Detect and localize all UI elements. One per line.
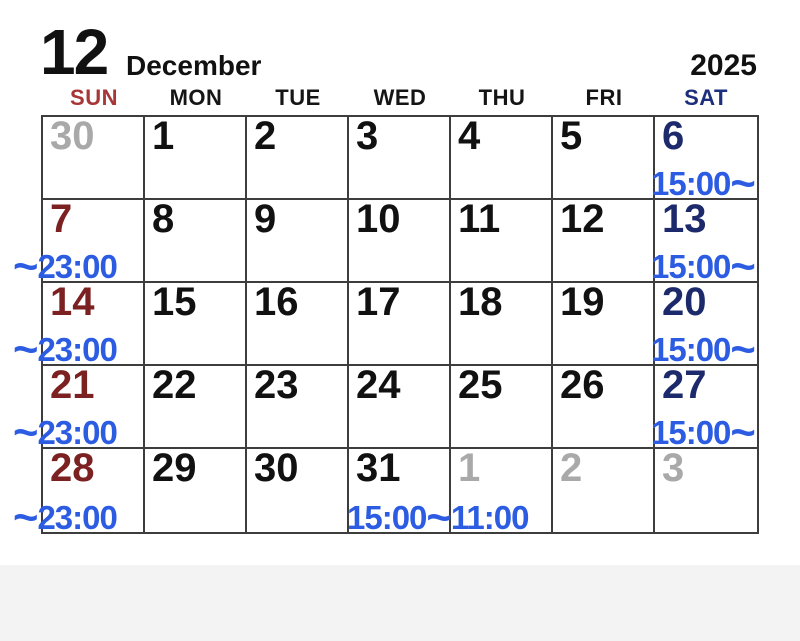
weekday-header-row [43, 87, 757, 109]
time-label: 15:00~11:00 [347, 494, 529, 543]
day-number: 28 [50, 446, 95, 490]
wave-dash: ~ [730, 326, 755, 375]
weekday-header-mon: MON [169, 85, 223, 110]
day-number: 23 [254, 363, 299, 407]
footer-background [0, 565, 800, 641]
time-label: 15:00~ [651, 160, 755, 209]
calendar-cell [43, 114, 145, 200]
calendar-cell [247, 114, 349, 200]
calendar-cell [247, 280, 349, 366]
day-number: 10 [356, 197, 401, 241]
calendar-cell [553, 197, 655, 283]
time-label: ~23:00 [13, 326, 117, 375]
day-number: 2 [560, 446, 583, 490]
day-number: 1 [458, 446, 481, 490]
wave-dash: ~ [13, 494, 38, 543]
day-number: 29 [152, 446, 197, 490]
calendar-cell [651, 280, 757, 375]
time-label: 15:00~ [651, 326, 755, 375]
day-number: 30 [50, 114, 95, 158]
calendar-cell [145, 446, 247, 532]
wave-dash: ~ [13, 243, 38, 292]
calendar-cell [247, 197, 349, 283]
day-number: 4 [458, 114, 481, 158]
wave-dash: ~ [13, 326, 38, 375]
day-number: 3 [662, 446, 685, 490]
calendar-cell [553, 280, 655, 366]
calendar-cell [451, 114, 553, 200]
weekday-header-tue: TUE [275, 85, 321, 110]
day-number: 24 [356, 363, 401, 407]
day-number: 11 [458, 197, 501, 241]
day-number: 9 [254, 197, 277, 241]
time-label: 15:00~ [651, 409, 755, 458]
time-label: ~23:00 [13, 494, 117, 543]
calendar-grid [13, 114, 759, 543]
month-number: 12 [40, 16, 108, 88]
wave-dash: ~ [730, 160, 755, 209]
day-number: 31 [356, 446, 401, 490]
weekday-header-wed: WED [373, 85, 427, 110]
day-number: 8 [152, 197, 175, 241]
calendar-cell [451, 280, 553, 366]
calendar-cell [651, 363, 757, 458]
day-number: 21 [50, 363, 95, 407]
calendar-cell [145, 114, 247, 200]
weekday-header-sat: SAT [684, 85, 728, 110]
time-label: ~23:00 [13, 409, 117, 458]
calendar-cell [451, 363, 553, 449]
day-number: 22 [152, 363, 197, 407]
time-label: ~23:00 [13, 243, 117, 292]
calendar-cell [651, 197, 757, 292]
wave-dash: ~ [730, 409, 755, 458]
calendar-cell [347, 446, 529, 543]
time-label: 15:00~ [651, 243, 755, 292]
wave-dash: ~ [426, 494, 451, 543]
day-number: 20 [662, 280, 707, 324]
day-number: 2 [254, 114, 277, 158]
calendar-cell [13, 197, 145, 292]
calendar-cell [651, 114, 757, 209]
calendar-cell [349, 280, 451, 366]
calendar-cell [13, 363, 145, 458]
day-number: 14 [50, 280, 95, 324]
calendar-cell [247, 446, 349, 532]
calendar-cell [553, 446, 655, 532]
day-number: 30 [254, 446, 299, 490]
calendar-cell [145, 197, 247, 283]
day-number: 18 [458, 280, 503, 324]
day-number: 19 [560, 280, 605, 324]
day-number: 13 [662, 197, 707, 241]
calendar-cell [145, 280, 247, 366]
day-number: 15 [152, 280, 197, 324]
day-number: 1 [152, 114, 175, 158]
day-number: 12 [560, 197, 605, 241]
day-number: 5 [560, 114, 583, 158]
year: 2025 [690, 49, 757, 82]
day-number: 26 [560, 363, 605, 407]
calendar-cell [553, 363, 655, 449]
calendar-cell [349, 114, 451, 200]
calendar-cell [553, 114, 655, 200]
day-number: 16 [254, 280, 299, 324]
calendar-cell [451, 197, 553, 283]
day-number: 17 [356, 280, 401, 324]
day-number: 27 [662, 363, 707, 407]
calendar-cell [145, 363, 247, 449]
day-number: 3 [356, 114, 379, 158]
weekday-header-sun: SUN [70, 85, 118, 110]
wave-dash: ~ [13, 409, 38, 458]
weekday-header-fri: FRI [585, 85, 623, 110]
calendar-cell [349, 197, 451, 283]
weekday-header-thu: THU [478, 85, 526, 110]
day-number: 25 [458, 363, 503, 407]
day-number: 6 [662, 114, 685, 158]
calendar-cell [13, 280, 145, 375]
calendar-cell [13, 446, 145, 543]
calendar-cell [247, 363, 349, 449]
calendar-cell [349, 363, 451, 449]
day-number: 7 [50, 197, 73, 241]
month-name: December [126, 50, 262, 81]
calendar-cell [655, 446, 757, 532]
wave-dash: ~ [730, 243, 755, 292]
